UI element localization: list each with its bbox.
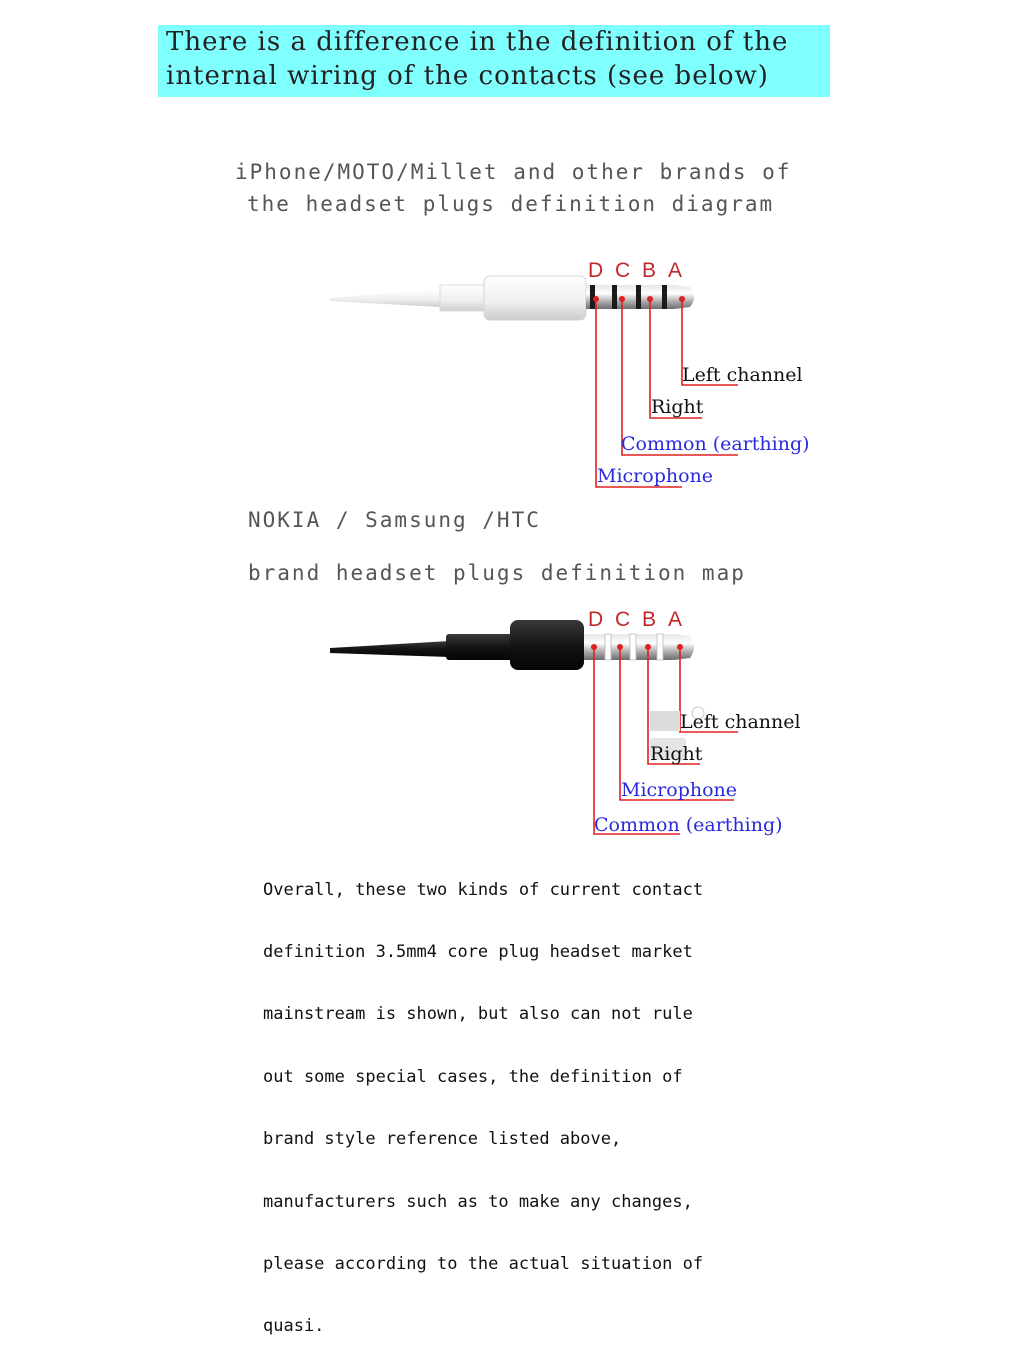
- contact-letter-c-2: C: [615, 608, 631, 631]
- white-cable: [330, 276, 586, 320]
- leader-lines: [596, 299, 738, 487]
- label-common-earthing: Common (earthing): [621, 433, 810, 455]
- label-common-earthing-2: Common (earthing): [594, 814, 783, 836]
- contact-letter-a: A: [668, 259, 683, 282]
- contact-letter-b: B: [642, 259, 657, 282]
- label-left-channel-2: Left channel: [680, 711, 801, 733]
- contact-letter-d-2: D: [588, 608, 604, 631]
- contact-letter-a-2: A: [668, 608, 683, 631]
- summary-line: manufacturers such as to make any changes,: [263, 1191, 693, 1212]
- banner-line-2: internal wiring of the contacts (see below): [166, 61, 769, 91]
- section2-heading-line-2: brand headset plugs definition map: [248, 561, 746, 585]
- summary-line: Overall, these two kinds of current contact: [263, 879, 704, 900]
- section1-heading-line-2: the headset plugs definition diagram: [247, 192, 775, 216]
- section2-heading-line-1: NOKIA / Samsung /HTC: [248, 508, 541, 532]
- white-plug-jack: [586, 285, 694, 309]
- black-cable: [330, 620, 584, 670]
- summary-line: quasi.: [263, 1316, 325, 1337]
- label-microphone-2: Microphone: [621, 779, 738, 801]
- contact-letter-b-2: B: [642, 608, 657, 631]
- summary-line: definition 3.5mm4 core plug headset market: [263, 941, 693, 962]
- label-microphone: Microphone: [597, 465, 714, 487]
- contact-letter-d: D: [588, 259, 604, 282]
- label-left-channel: Left channel: [682, 364, 803, 386]
- section1-heading-line-1: iPhone/MOTO/Millet and other brands of: [235, 160, 792, 184]
- summary-line: out some special cases, the definition of: [263, 1066, 683, 1087]
- banner-line-1: There is a difference in the definition of the: [166, 27, 789, 57]
- summary-line: mainstream is shown, but also can not rule: [263, 1004, 693, 1025]
- label-right-2: Right: [650, 743, 703, 765]
- summary-line: brand style reference listed above,: [263, 1129, 622, 1150]
- summary-line: please according to the actual situation of: [263, 1253, 704, 1274]
- summary-paragraph: [263, 838, 783, 1358]
- label-right: Right: [651, 396, 704, 418]
- contact-letter-c: C: [615, 259, 631, 282]
